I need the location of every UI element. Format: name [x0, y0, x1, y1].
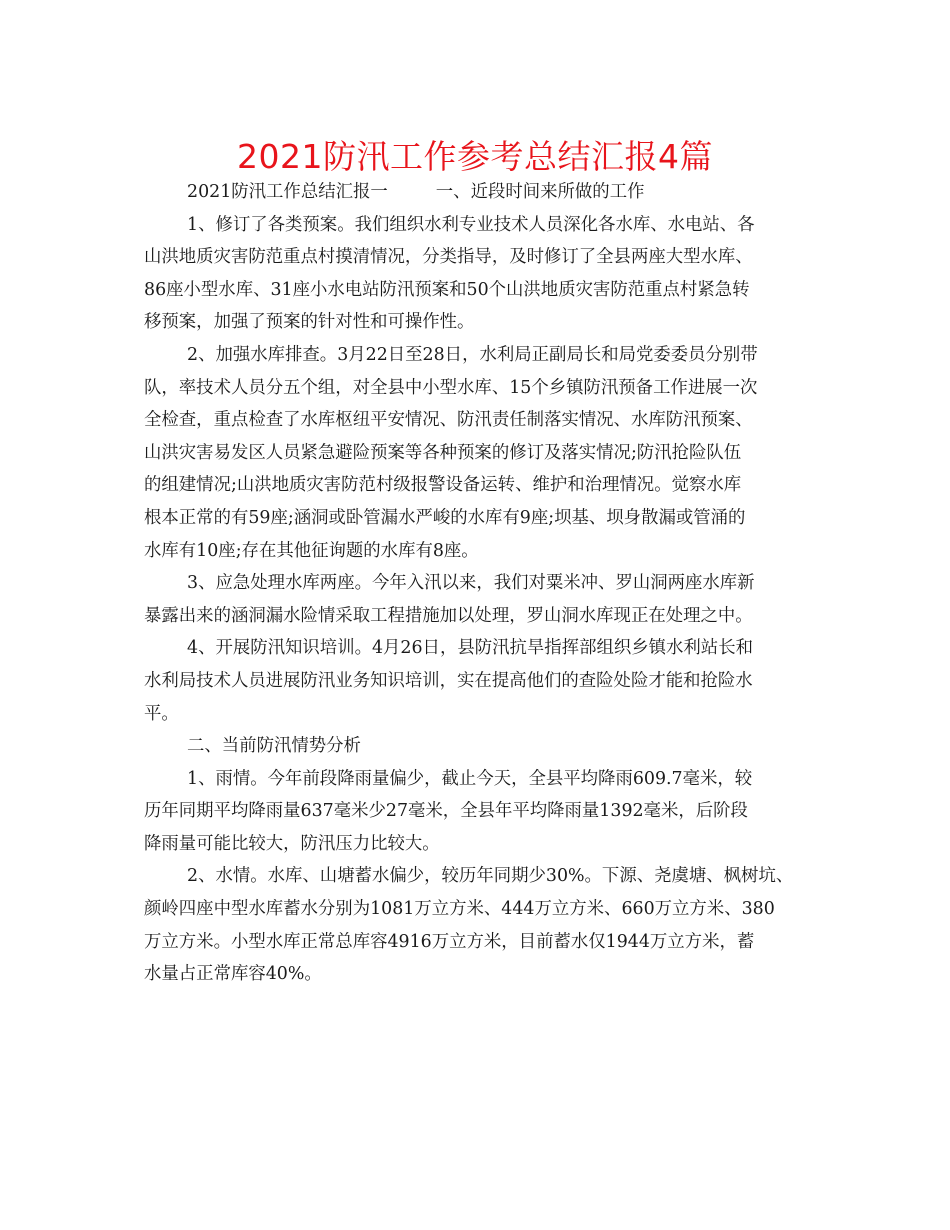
section-heading-2: 二、当前防汛情势分析 [187, 736, 361, 757]
paragraph-line: 降雨量可能比较大，防汛压力比较大。 [144, 833, 440, 854]
paragraph-line: 86座小型水库、31座小水电站防汛预案和50个山洪地质灾害防范重点村紧急转 [144, 279, 750, 300]
paragraph-line: 暴露出来的涵洞漏水险情采取工程措施加以处理，罗山洞水库现正在处理之中。 [144, 605, 753, 626]
paragraph-line: 水量占正常库容40%。 [144, 964, 322, 985]
paragraph-line: 的组建情况;山洪地质灾害防范村级报警设备运转、维护和治理情况。觉察水库 [144, 475, 742, 496]
paragraph-line: 1、修订了各类预案。我们组织水利专业技术人员深化各水库、水电站、各 [187, 214, 755, 235]
paragraph-line: 水利局技术人员进展防汛业务知识培训，实在提高他们的查险处险才能和抢险水 [144, 670, 753, 691]
paragraph-line: 2、水情。水库、山塘蓄水偏少，较历年同期少30%。下源、尧虞塘、枫树坑、 [187, 866, 794, 887]
document-body [144, 176, 820, 991]
paragraph-line: 移预案，加强了预案的针对性和可操作性。 [144, 312, 475, 333]
paragraph-line: 山洪地质灾害防范重点村摸清情况，分类指导，及时修订了全县两座大型水库、 [144, 247, 753, 268]
section-heading-1: 一、近段时间来所做的工作 [435, 182, 645, 202]
paragraph-line: 水库有10座;存在其他征询题的水库有8座。 [144, 540, 479, 561]
paragraph-line: 平。 [144, 703, 179, 724]
paragraph-line: 历年同期平均降雨量637毫米少27毫米，全县年平均降雨量1392毫米，后阶段 [144, 801, 748, 822]
report-subtitle: 2021防汛工作总结汇报一 [187, 182, 388, 202]
paragraph-line: 根本正常的有59座;涵洞或卧管漏水严峻的水库有9座;坝基、坝身散漏或管涌的 [144, 507, 746, 528]
paragraph-line: 山洪灾害易发区人员紧急避险预案等各种预案的修订及落实情况;防汛抢险队伍 [144, 442, 742, 463]
paragraph-line: 万立方米。小型水库正常总库容4916万立方米，目前蓄水仅1944万立方米，蓄 [144, 931, 755, 952]
paragraph-line: 全检查，重点检查了水库枢纽平安情况、防汛责任制落实情况、水库防汛预案、 [144, 410, 753, 431]
paragraph-line: 队，率技术人员分五个组，对全县中小型水库、15个乡镇防汛预备工作进展一次 [144, 377, 758, 398]
paragraph-line: 4、开展防汛知识培训。4月26日，县防汛抗旱指挥部组织乡镇水利站长和 [187, 638, 753, 659]
paragraph-line: 2、加强水库排查。3月22日至28日，水利局正副局长和局党委委员分别带 [187, 344, 758, 365]
subtitle-row [144, 176, 820, 209]
document-title: 2021防汛工作参考总结汇报4篇 [237, 137, 713, 176]
paragraph-line: 3、应急处理水库两座。今年入汛以来，我们对粟米冲、罗山洞两座水库新 [187, 573, 755, 594]
paragraph-line: 1、雨情。今年前段降雨量偏少，截止今天，全县平均降雨609.7毫米，较 [187, 768, 753, 789]
paragraph-line: 颜岭四座中型水库蓄水分别为1081万立方米、444万立方米、660万立方米、380 [144, 899, 775, 920]
